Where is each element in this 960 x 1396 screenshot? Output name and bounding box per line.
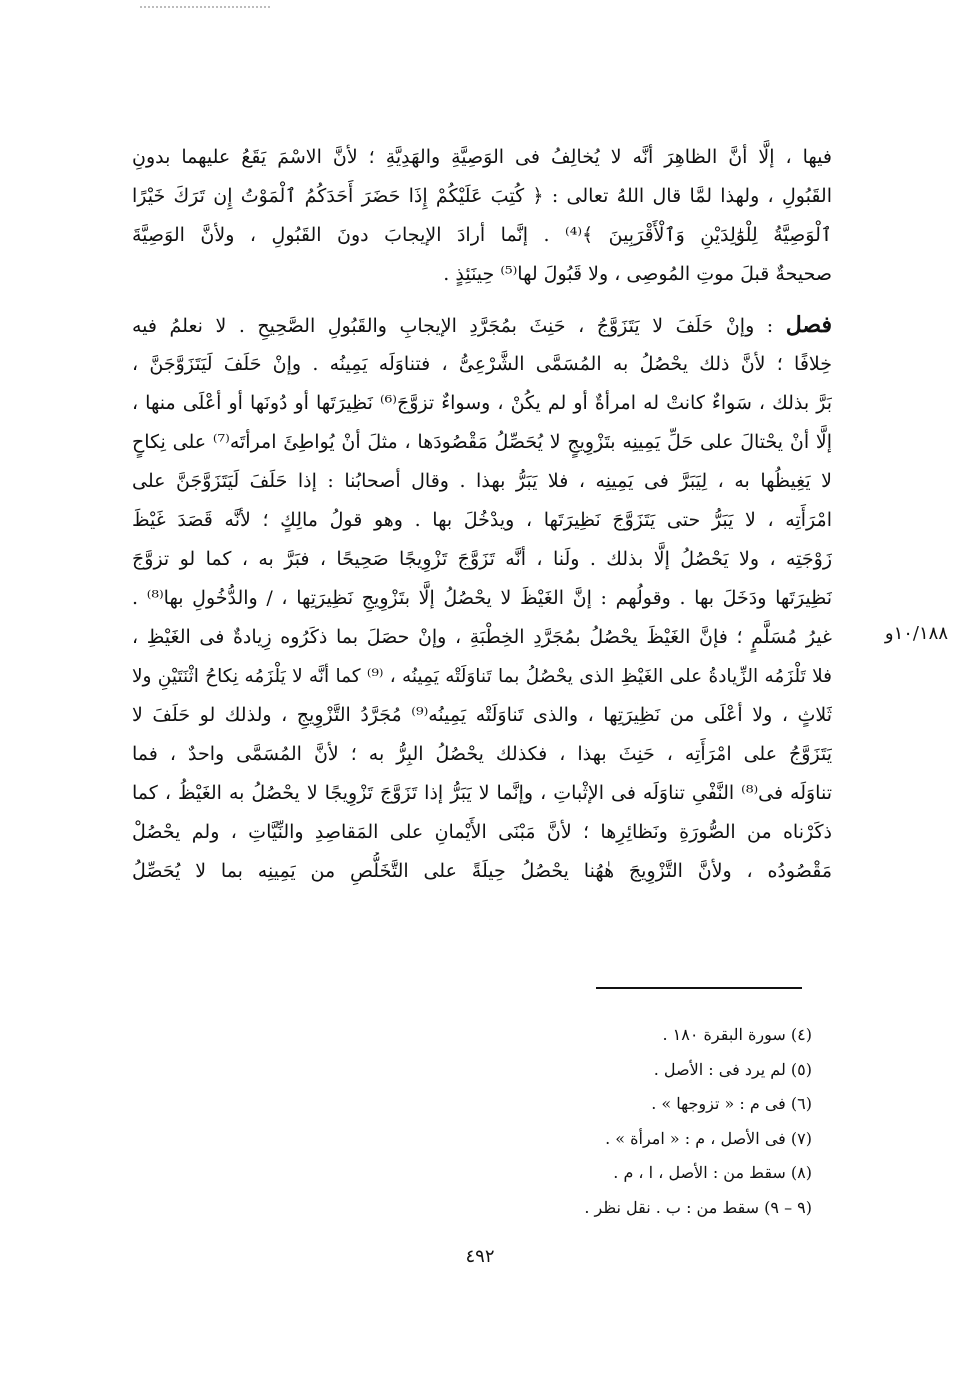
text-line: ٱلْوَصِيَّةُ لِلْوَٰلِدَيْنِ وَٱلْأَقْرَبِينَ ﴾⁽⁴⁾ . إنَّما أرادَ الإيجابَ دونَ القَبُولِ ، ولأنَّ الوَصِيَّةَ xyxy=(132,224,832,246)
footnote: (٨) سقط من : الأصل ، ا ، م . xyxy=(613,1163,812,1182)
section-first-line xyxy=(132,306,832,345)
text-line: إلَّا أنْ يحْتالَ على حَلِّ يَمِينِه بتَزْوِيجٍ لا يُحَصِّلُ مَقْصُودَها ، مثلَ أنْ يُواطِئَ امرأتَه⁽⁷⁾ على نِكاحٍ xyxy=(132,431,832,453)
text-line: لا يَغِيظُها به ، لِيَبَرَّ فى يَمِينِه ، فلا يَبَرُّ بهذا . وقال أصحابُنا : إذا حَلَفَ لَيَتَزَوَّجَنَّ على xyxy=(132,470,832,492)
text-line: تناوَلَه فى⁽⁸⁾ النَّفْىِ تناوَلَه فى الإثْباتِ ، وإنَّما لا يَبَرُّ إذا تَزَوَّجَ تَزْوِيجًا لا يحْصُلُ به الغَيْظُ ، كما xyxy=(132,782,832,804)
manuscript-folio-note: ١٠/١٨٨و xyxy=(884,623,948,644)
text-line: زَوْجَتِه ، ولا يَحْصُلُ إلَّا بذلك . ولَنا ، أنَّه تَزَوَّجَ تَزْوِيجًا صَحِيحًا ، فبَرَّ به ، كما لو تزوَّجَ xyxy=(132,548,832,570)
text-line: فيها ، إلَّا أنَّ الظاهِرَ أنَّه لا يُخالِفُ فى الوَصِيَّةِ والهَدِيَّةِ ؛ لأنَّ الاسْمَ يَقَعُ عليهما بدونِ xyxy=(132,146,832,168)
text-line: ذكَرْناه من الصُّورَةِ ونَظائِرِها ؛ لأنَّ مَبْنَى الأَيْمانِ على المَقاصِدِ والنِّيَّاتِ ، ولم يحْصُلْ xyxy=(132,821,832,843)
text-line: صحيحةٌ قبلَ موتِ المُوصِى ، ولا قَبُولَ لها⁽⁵⁾ حِينَئِذٍ . xyxy=(443,263,832,285)
main-text xyxy=(132,138,832,891)
page-number: ٤٩٢ xyxy=(465,1246,495,1267)
text-line: فلا تَلْزَمُه الزِّيادةُ على الغَيْظِ الذى يحْصُلُ بما تَناوَلَتْه يَمِينُه ، ⁽⁹⁾ كما أنَّه لا يَلْزَمُه نِكاحُ اثْنَتَيْنِ ولا xyxy=(132,666,832,687)
footnote: (٩ – ٩) سقط من : ب . نقل نظر . xyxy=(584,1197,812,1217)
text-line: خِلافًا ؛ لأنَّ ذلك يحْصُلُ به المُسَمَّى الشَّرْعِىُّ ، فتناوَلَه يَمِينُه . وإنْ حَلَفَ لَيَتَزَوَّجَنَّ ، xyxy=(132,353,832,375)
text-line: يَتَزَوَّجُ على امْرَأَتِه ، حَنِثَ بهذا ، فكذلك يحْصُلُ البِرُّ به ؛ لأنَّ المُسَمَّى واحدٌ ، فما xyxy=(132,743,832,765)
text-line: مَقْصُودُه ، ولأنَّ التَّزْوِيجَ هٰهُنا يحْصُلُ حِيلَةً على التَّخَلُّصِ من يَمِينِه بما لا يُحَصِّلُ xyxy=(132,860,832,882)
section-heading: فصل xyxy=(785,312,832,338)
footnote: (٦) فى م : « تزوجها » . xyxy=(651,1094,812,1113)
scan-edge-mark xyxy=(140,6,270,8)
footnote: (٥) لم يرد فى : الأصل . xyxy=(653,1059,812,1079)
text-line: امْرَأَتِه ، لا يَبَرُّ حتى يَتَزَوَّجَ نَظِيرَتَها ، ويدْخُلَ بها . وهو قولُ مالِكٍ ؛ لأنَّه قَصَدَ غَيْظَ xyxy=(132,509,832,531)
footnote-separator xyxy=(596,987,802,989)
footnote: (٤) سورة البقرة ١٨٠ . xyxy=(662,1025,812,1044)
paragraph-gap xyxy=(132,294,832,306)
section-first-line-text: : وإنْ حَلَفَ لا يَتَزَوَّجُ ، حَنِثَ بمُجَرَّدِ الإيجابِ والقَبُولِ الصَّحِيحِ . لا نعلمُ فيه xyxy=(132,315,774,337)
footnotes xyxy=(420,1018,812,1225)
text-line: غيرُ مُسَلَّمٍ ؛ فإنَّ الغَيْظَ يحْصُلُ بمُجَرَّدِ الخِطْبَةِ ، وإنْ حصَلَ بما ذكَرُوه زِيادةٌ فى الغَيْظِ ، xyxy=(132,626,832,648)
text-line: بَرَّ بذلك ، سَواءٌ كانتْ له امرأةٌ أو لم يكُنْ ، وسواءٌ تزوَّجَ⁽⁶⁾ نَظِيرَتَها أو دُونَها أو أعْلَى منها ، xyxy=(132,392,832,414)
text-line: نَظِيرَتَها ودَخَلَ بها . وقولُهم : إنَّ الغَيْظَ لا يحْصُلُ إلَّا بتَزْوِيجِ نَظِيرَتِها ، / والدُّخُولِ بها⁽⁸⁾ . xyxy=(132,587,832,609)
text-line: القَبُولِ ، ولهذا لمَّا قال اللهُ تعالى : ﴿ كُتِبَ عَلَيْكُمْ إِذَا حَضَرَ أَحَدَكُمُ ٱلْمَوْتُ إِن تَرَكَ خَيْرًا xyxy=(132,185,832,207)
footnote: (٧) فى الأصل ، م : « امرأة » . xyxy=(605,1128,812,1148)
text-line: ثَلاثٍ ، ولا أعْلَى من نَظِيرَتِها ، والذى تَناوَلَتْه يَمِينُه⁽⁹⁾ مُجَرَّدُ التَّزْوِيجِ ، ولذلك لو حَلَفَ لا xyxy=(132,704,832,726)
